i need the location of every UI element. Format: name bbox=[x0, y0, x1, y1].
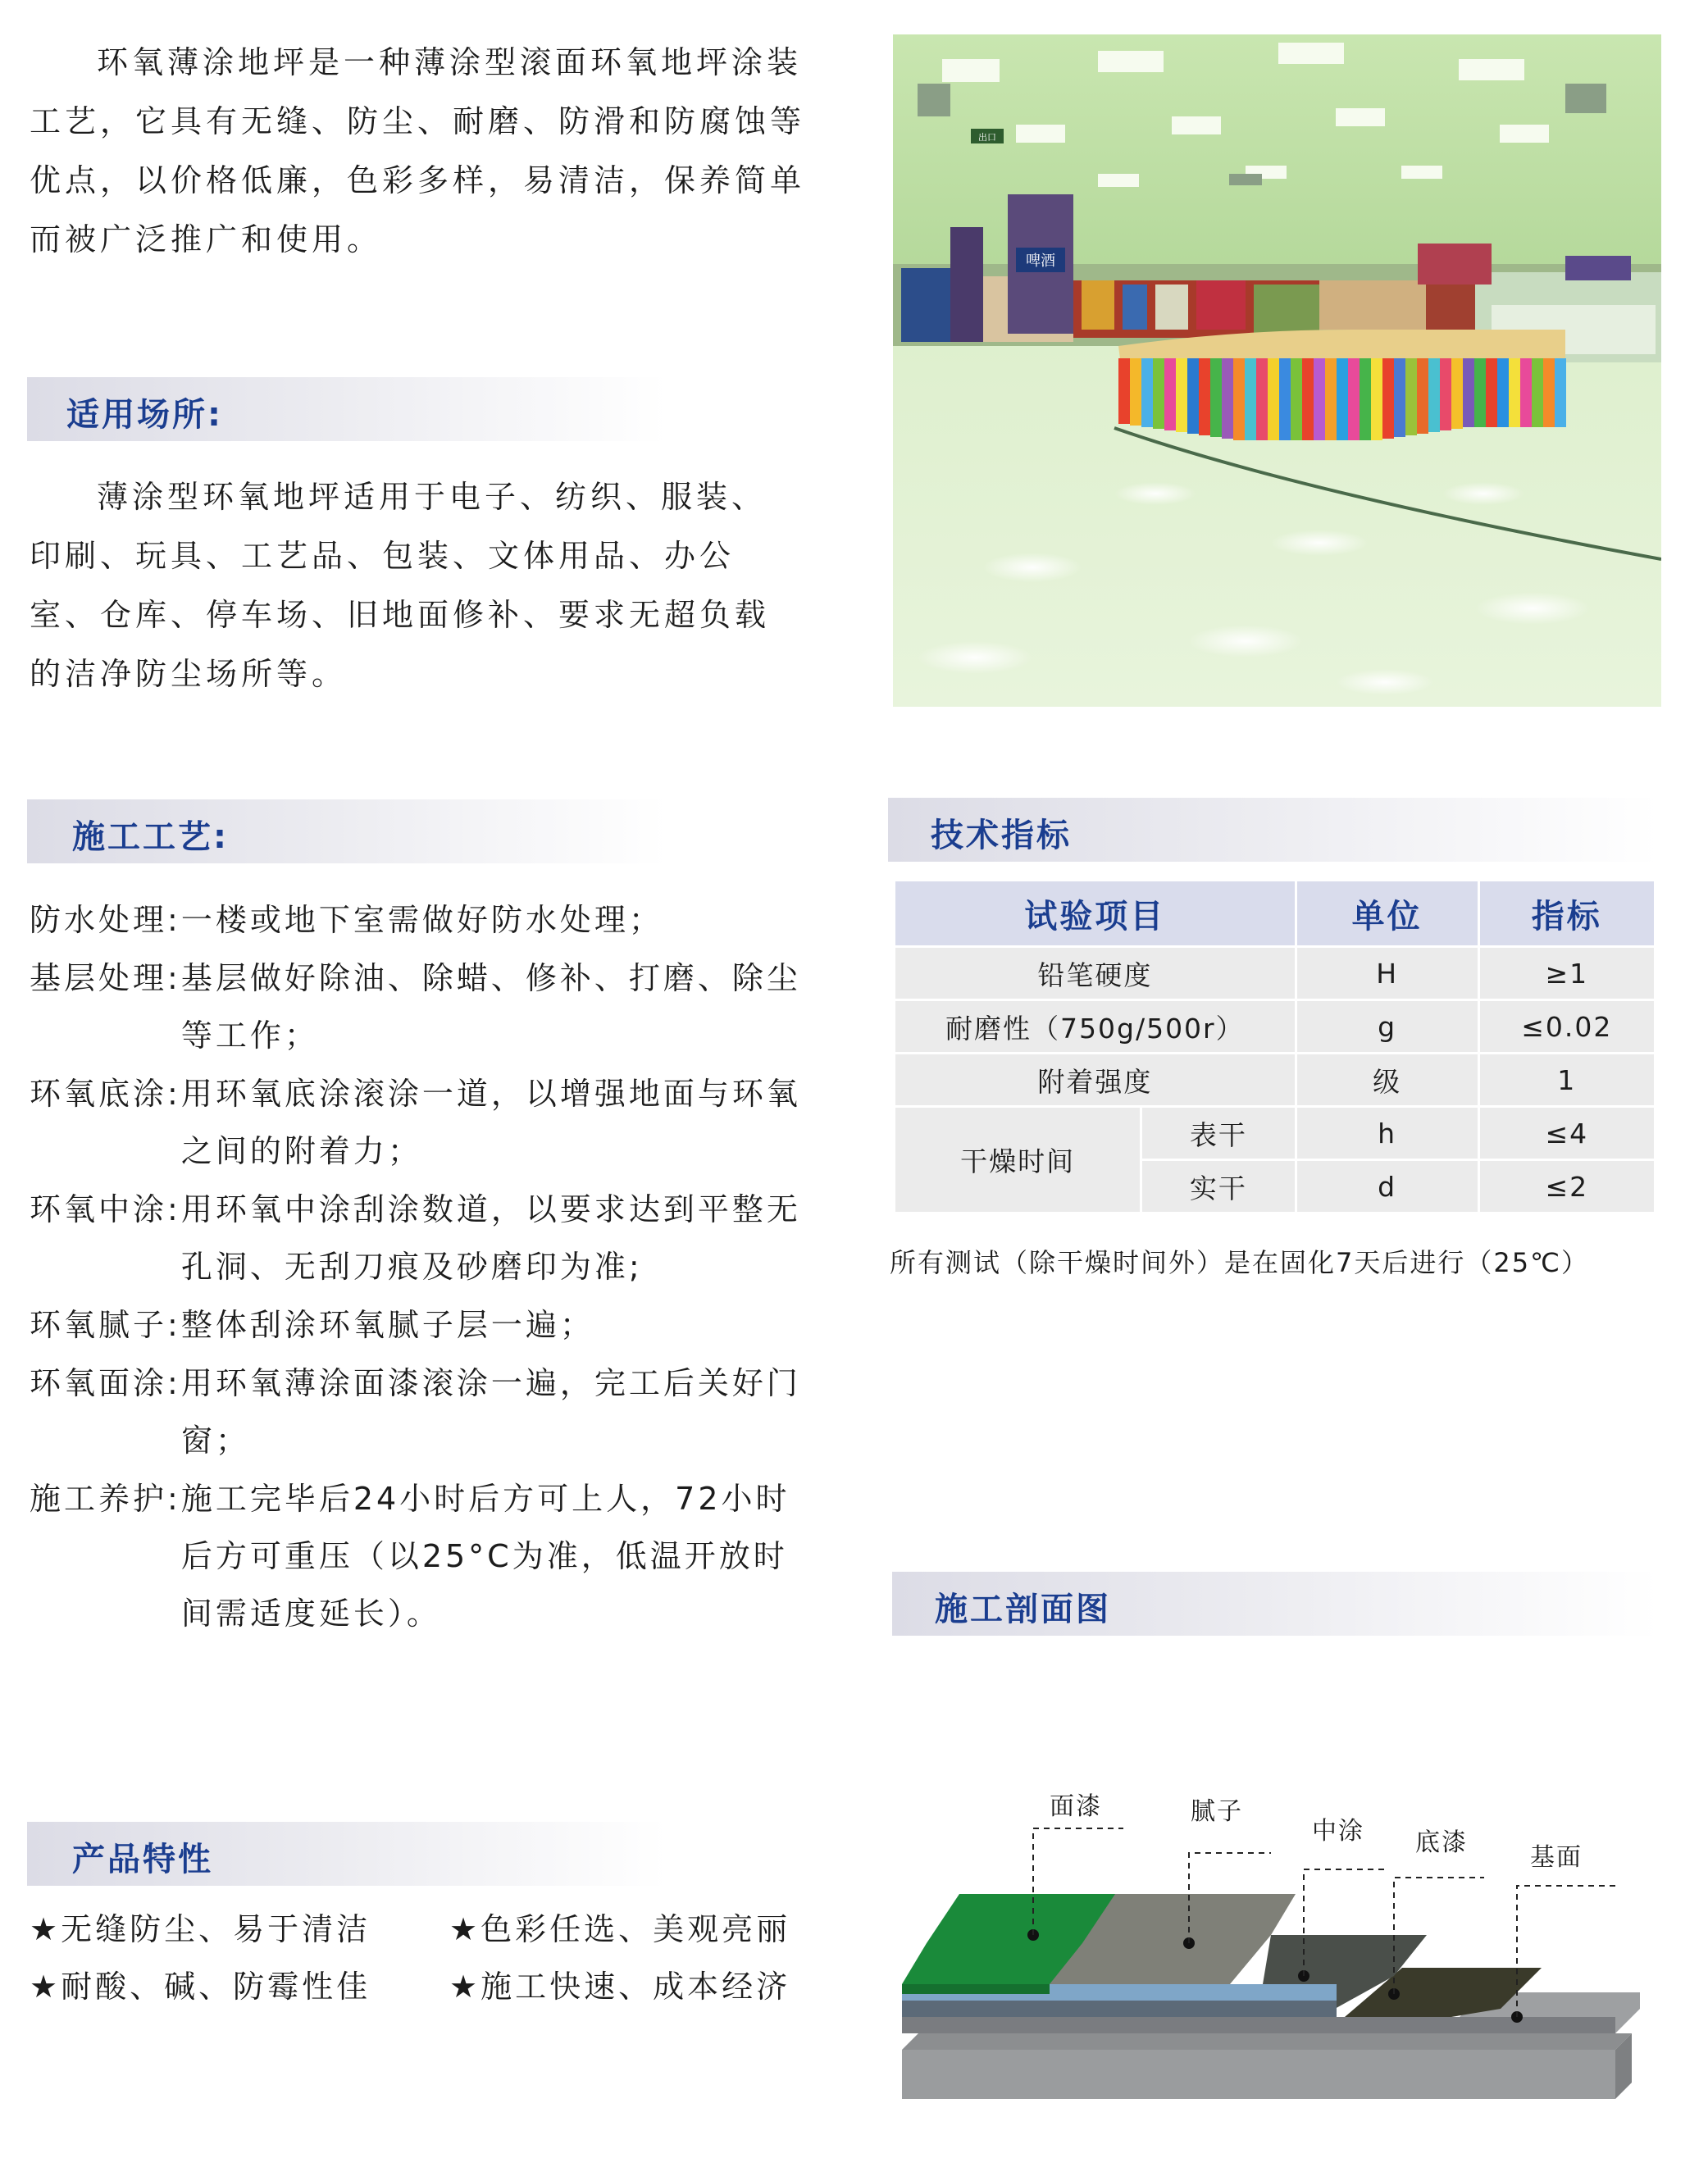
feature-item: ★色彩任选、美观亮丽 bbox=[449, 1911, 791, 1947]
section-diagram-title: 施工剖面图 bbox=[935, 1591, 1111, 1628]
feature-item: ★耐酸、碱、防霉性佳 bbox=[30, 1969, 371, 2005]
features-header bbox=[27, 1822, 667, 1886]
drying-sub-name: 实干 bbox=[1141, 1160, 1296, 1213]
header-value: 指标 bbox=[1478, 881, 1655, 947]
drying-sub-value: ≤2 bbox=[1478, 1160, 1655, 1213]
process-step bbox=[30, 891, 817, 949]
applicable-header bbox=[27, 377, 667, 441]
process-step-label: 环氧腻子: bbox=[30, 1307, 181, 1343]
process-step-text: 基层做好除油、除蜡、修补、打磨、除尘等工作； bbox=[180, 960, 801, 1054]
exit-sign-text: 出口 bbox=[978, 132, 996, 143]
row-item: 耐磨性（750g/500r） bbox=[895, 1000, 1296, 1054]
layer-label-base: 基面 bbox=[1530, 1843, 1583, 1872]
process-step-text: 用环氧底涂滚涂一道，以增强地面与环氧之间的附着力； bbox=[180, 1076, 801, 1169]
row-value: ≤0.02 bbox=[1478, 1000, 1655, 1054]
tech-note: 所有测试（除干燥时间外）是在固化7天后进行（25℃） bbox=[890, 1247, 1590, 1278]
layer-label-primer: 底漆 bbox=[1415, 1828, 1468, 1857]
process-step-text: 用环氧中涂刮涂数道，以要求达到平整无孔洞、无刮刀痕及砂磨印为准; bbox=[180, 1191, 801, 1285]
drying-sub-unit: h bbox=[1296, 1107, 1478, 1160]
beer-sign-text: 啤酒 bbox=[1026, 253, 1055, 270]
process-step-label: 施工养护: bbox=[30, 1481, 181, 1517]
process-step-text: 整体刮涂环氧腻子层一遍； bbox=[180, 1307, 594, 1343]
process-step-text: 施工完毕后24小时后方可上人，72小时后方可重压（以25°C为准，低温开放时间需适度延长）。 bbox=[180, 1481, 790, 1632]
tech-header bbox=[888, 798, 1659, 862]
process-step-label: 环氧中涂: bbox=[30, 1191, 181, 1227]
feature-item: ★施工快速、成本经济 bbox=[449, 1969, 791, 2005]
process-step bbox=[30, 949, 817, 1064]
layer-label-putty: 腻子 bbox=[1191, 1797, 1243, 1826]
table-row bbox=[895, 1000, 1656, 1054]
process-step bbox=[30, 1065, 817, 1180]
drying-sub-value: ≤4 bbox=[1478, 1107, 1655, 1160]
feature-item: ★无缝防尘、易于清洁 bbox=[30, 1911, 371, 1947]
process-step-label: 环氧底涂: bbox=[30, 1076, 181, 1112]
process-step-text: 一楼或地下室需做好防水处理； bbox=[180, 902, 663, 938]
process-step-label: 环氧面涂: bbox=[30, 1365, 181, 1401]
process-header bbox=[27, 799, 667, 863]
row-value: ≥1 bbox=[1478, 947, 1655, 1000]
table-row bbox=[895, 947, 1656, 1000]
layer-label-topcoat: 面漆 bbox=[1050, 1792, 1102, 1821]
process-title: 施工工艺: bbox=[72, 818, 229, 856]
drying-sub-name: 表干 bbox=[1141, 1107, 1296, 1160]
table-header-row bbox=[895, 881, 1656, 947]
table-row bbox=[895, 1054, 1656, 1107]
section-diagram-header bbox=[892, 1572, 1659, 1636]
process-step bbox=[30, 1354, 817, 1469]
process-step-label: 防水处理: bbox=[30, 902, 181, 938]
row-value: 1 bbox=[1478, 1054, 1655, 1107]
row-item: 附着强度 bbox=[895, 1054, 1296, 1107]
header-unit: 单位 bbox=[1296, 881, 1478, 947]
intro-paragraph: 环氧薄涂地坪是一种薄涂型滚面环氧地坪涂装工艺，它具有无缝、防尘、耐磨、防滑和防腐蚀等优点，以价格低廉，色彩多样，易清洁，保养简单而被广泛推广和使用。 bbox=[30, 44, 806, 257]
process-step bbox=[30, 1470, 817, 1642]
drying-sub-unit: d bbox=[1296, 1160, 1478, 1213]
header-item: 试验项目 bbox=[895, 881, 1296, 947]
table-row bbox=[895, 1107, 1656, 1160]
row-unit: g bbox=[1296, 1000, 1478, 1054]
applicable-title: 适用场所: bbox=[66, 396, 223, 434]
row-item: 铅笔硬度 bbox=[895, 947, 1296, 1000]
features-title: 产品特性 bbox=[72, 1841, 213, 1878]
row-unit: H bbox=[1296, 947, 1478, 1000]
tech-title: 技术指标 bbox=[931, 817, 1072, 854]
row-unit: 级 bbox=[1296, 1054, 1478, 1107]
supermarket-floor-photo bbox=[893, 34, 1661, 707]
tech-spec-table bbox=[893, 879, 1656, 1214]
layer-label-midcoat: 中涂 bbox=[1312, 1817, 1364, 1846]
process-step bbox=[30, 1181, 817, 1295]
process-step-label: 基层处理: bbox=[30, 960, 181, 996]
drying-item: 干燥时间 bbox=[895, 1107, 1141, 1213]
cross-section-diagram bbox=[894, 1779, 1648, 2107]
process-step-text: 用环氧薄涂面漆滚涂一遍，完工后关好门窗； bbox=[180, 1365, 801, 1459]
applicable-paragraph: 薄涂型环氧地坪适用于电子、纺织、服装、印刷、玩具、工艺品、包装、文体用品、办公室、仓库、停车场、旧地面修补、要求无超负载的洁净防尘场所等。 bbox=[30, 479, 771, 692]
process-step bbox=[30, 1296, 817, 1354]
